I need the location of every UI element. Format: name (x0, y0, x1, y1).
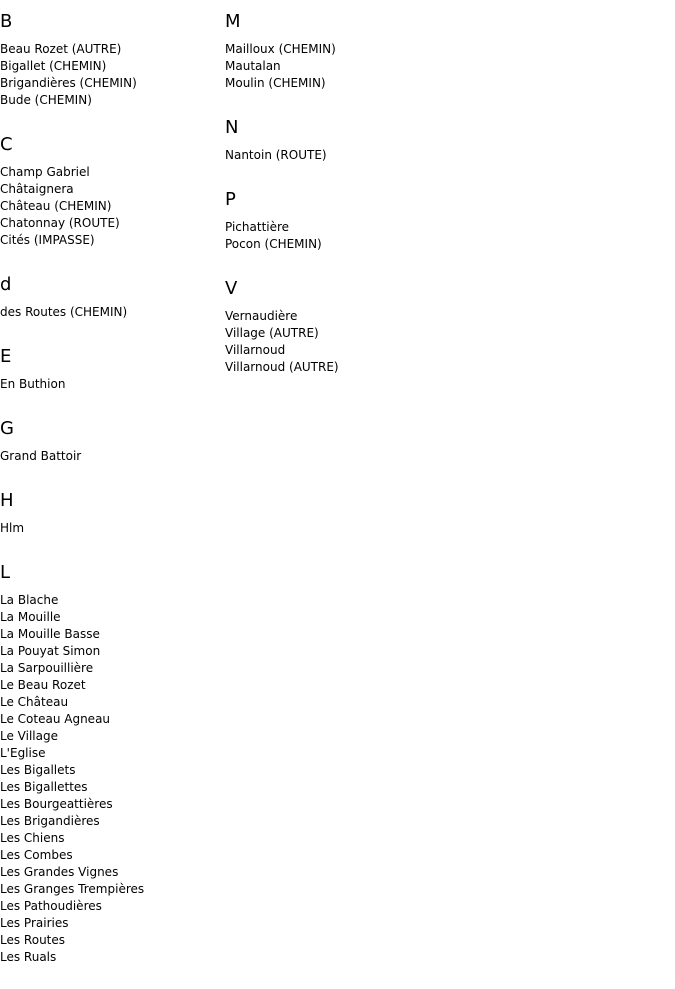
street-link[interactable]: Les Ruals (0, 950, 57, 964)
street-link[interactable]: La Mouille (0, 610, 61, 624)
street-link[interactable]: Hlm (0, 521, 25, 535)
street-link[interactable]: Les Brigandières (0, 814, 100, 828)
street-link[interactable]: Le Village (0, 729, 58, 743)
street-link[interactable]: Le Beau Rozet (0, 678, 86, 692)
street-link[interactable]: Pocon (CHEMIN) (225, 237, 322, 251)
letter-heading: N (225, 117, 239, 138)
street-link[interactable]: Bude (CHEMIN) (0, 93, 92, 107)
street-link[interactable]: Les Bourgeattières (0, 797, 113, 811)
street-link[interactable]: Les Bigallets (0, 763, 76, 777)
letter-group (0, 407, 225, 465)
street-link[interactable]: Villarnoud (AUTRE) (225, 360, 339, 374)
street-link[interactable]: L'Eglise (0, 746, 46, 760)
street-link[interactable]: Pichattière (225, 220, 290, 234)
street-link[interactable]: Les Prairies (0, 916, 69, 930)
letter-group (0, 123, 225, 249)
street-link[interactable]: Château (CHEMIN) (0, 199, 112, 213)
letter-group (0, 0, 225, 109)
letter-heading: G (0, 418, 14, 439)
letter-group (0, 335, 225, 393)
street-link[interactable]: Vernaudière (225, 309, 298, 323)
letter-group (225, 267, 665, 376)
street-link[interactable]: Les Combes (0, 848, 73, 862)
street-link[interactable]: Villarnoud (225, 343, 286, 357)
street-link[interactable]: Les Routes (0, 933, 66, 947)
letter-heading: E (0, 346, 12, 367)
letter-heading: V (225, 278, 238, 299)
street-link[interactable]: Les Pathoudières (0, 899, 102, 913)
letter-heading: L (0, 562, 11, 583)
street-link[interactable]: La Pouyat Simon (0, 644, 101, 658)
street-link[interactable]: Beau Rozet (AUTRE) (0, 42, 122, 56)
street-link[interactable]: Châtaignera (0, 182, 74, 196)
street-link[interactable]: La Blache (0, 593, 59, 607)
street-link[interactable]: La Sarpouillière (0, 661, 94, 675)
street-link[interactable]: Les Chiens (0, 831, 65, 845)
street-index-left-column (0, 0, 225, 980)
letter-heading: B (0, 11, 13, 32)
letter-group (0, 551, 225, 966)
street-link[interactable]: Bigallet (CHEMIN) (0, 59, 107, 73)
street-link[interactable]: Les Grandes Vignes (0, 865, 119, 879)
street-index-right-column (225, 0, 665, 390)
street-link[interactable]: Le Château (0, 695, 69, 709)
street-link[interactable]: Moulin (CHEMIN) (225, 76, 326, 90)
street-link[interactable]: Brigandières (CHEMIN) (0, 76, 137, 90)
street-link[interactable]: Mautalan (225, 59, 281, 73)
street-link[interactable]: Cités (IMPASSE) (0, 233, 95, 247)
letter-group (225, 0, 665, 92)
street-link[interactable]: Les Granges Trempières (0, 882, 145, 896)
letter-group (0, 479, 225, 537)
street-link[interactable]: des Routes (CHEMIN) (0, 305, 128, 319)
letter-heading: P (225, 189, 236, 210)
street-link[interactable]: Mailloux (CHEMIN) (225, 42, 336, 56)
letter-group (225, 178, 665, 253)
street-link[interactable]: Nantoin (ROUTE) (225, 148, 327, 162)
street-link[interactable]: Les Bigallettes (0, 780, 88, 794)
street-link[interactable]: La Mouille Basse (0, 627, 100, 641)
street-link[interactable]: Le Coteau Agneau (0, 712, 111, 726)
street-link[interactable]: En Buthion (0, 377, 66, 391)
letter-group (225, 106, 665, 164)
street-link[interactable]: Village (AUTRE) (225, 326, 319, 340)
street-link[interactable]: Chatonnay (ROUTE) (0, 216, 120, 230)
letter-heading: d (0, 274, 12, 295)
letter-group (0, 263, 225, 321)
letter-heading: C (0, 134, 13, 155)
street-link[interactable]: Champ Gabriel (0, 165, 90, 179)
letter-heading: M (225, 11, 241, 32)
street-link[interactable]: Grand Battoir (0, 449, 82, 463)
letter-heading: H (0, 490, 14, 511)
